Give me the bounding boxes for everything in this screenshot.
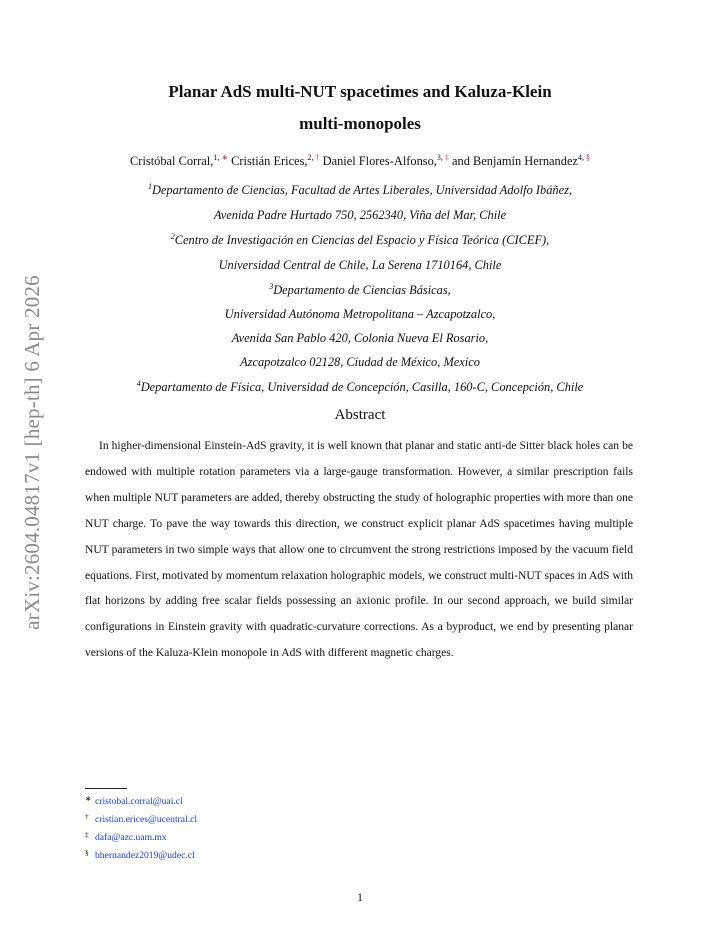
affiliation-line xyxy=(85,183,635,198)
arxiv-identifier-stamp xyxy=(12,262,52,642)
email-link[interactable]: cristobal.corral@uai.cl xyxy=(95,796,183,807)
author-name: Cristián Erices, xyxy=(231,154,308,168)
footnote-link[interactable]: † xyxy=(315,153,320,162)
footnote xyxy=(85,794,183,807)
footnote-symbol: ‡ xyxy=(85,830,89,839)
author-name: and Benjamín Hernandez xyxy=(452,154,578,168)
footnote xyxy=(85,848,195,861)
email-link[interactable]: dafa@azc.uam.mx xyxy=(95,832,167,843)
affiliation-number: 2 xyxy=(170,232,175,241)
footnote xyxy=(85,830,167,843)
affiliation-text: Departamento de Ciencias, Facultad de Artes Liberales, Universidad Adolfo Ibáñez, xyxy=(151,183,573,197)
arxiv-stamp-text: arXiv:2604.04817v1 [hep-th] 6 Apr 2026 xyxy=(19,274,44,630)
footnote-symbol: ∗ xyxy=(85,794,92,803)
affiliation-text: Departamento de Física, Universidad de Concepción, Casilla, 160-C, Concepción, Chile xyxy=(140,380,584,394)
affiliation-line xyxy=(85,258,635,273)
footnote-symbol: † xyxy=(85,812,89,821)
affiliation-number: 4 xyxy=(136,379,141,388)
email-link[interactable]: cristian.erices@ucentral.cl xyxy=(95,814,198,825)
affiliation-text: Avenida San Pablo 420, Colonia Nueva El Rosario, xyxy=(231,331,489,345)
author-name: Daniel Flores-Alfonso, xyxy=(322,154,437,168)
author-affiliation-number: 3, xyxy=(436,153,443,162)
footnote-link[interactable]: ‡ xyxy=(444,153,449,162)
affiliation-text: Universidad Central de Chile, La Serena 1710164, Chile xyxy=(218,258,502,272)
affiliation-line xyxy=(85,331,635,346)
abstract-heading: Abstract xyxy=(334,407,386,423)
footnote-link[interactable]: ∗ xyxy=(221,153,229,162)
affiliation-line xyxy=(85,283,635,298)
author-affiliation-number: 1, xyxy=(213,153,220,162)
affiliation-number: 1 xyxy=(147,182,152,191)
footnote-link[interactable]: § xyxy=(585,153,590,162)
author-affiliation-number: 4, xyxy=(577,153,584,162)
footnote-divider xyxy=(85,788,127,789)
affiliation-text: Departamento de Ciencias Básicas, xyxy=(273,283,451,297)
affiliation-text: Centro de Investigación en Ciencias del Espacio y Física Teórica (CICEF), xyxy=(174,233,550,247)
author-list xyxy=(85,154,635,169)
affiliation-text: Universidad Autónoma Metropolitana – Azcapotzalco, xyxy=(224,307,496,321)
footnote xyxy=(85,812,197,825)
footnote-symbol: § xyxy=(85,848,89,857)
affiliation-line xyxy=(85,233,635,248)
affiliation-line xyxy=(85,380,635,395)
affiliation-line xyxy=(85,355,635,370)
email-link[interactable]: bhernandez2019@udec.cl xyxy=(95,850,195,861)
affiliation-line xyxy=(85,307,635,322)
affiliation-line xyxy=(85,208,635,223)
affiliation-text: Azcapotzalco 02128, Ciudad de México, Mexico xyxy=(240,355,480,369)
author-affiliation-number: 2, xyxy=(307,153,314,162)
affiliation-text: Avenida Padre Hurtado 750, 2562340, Viña del Mar, Chile xyxy=(213,208,507,222)
page-number: 1 xyxy=(357,890,363,904)
paper-title-line-2: multi-monopoles xyxy=(299,114,421,133)
abstract-body: In higher-dimensional Einstein-AdS gravity, it is well known that planar and static anti-de Sitter black holes can be endowed with multiple rotation parameters via a large-gauge transformation. However, a similar prescription fails when multiple NUT parameters are added, thereby obstructing the study of holographic properties with more than one NUT charge. To pave the way towards this direction, we construct explicit planar AdS spacetimes having multiple NUT parameters in two simple ways that allow one to circumvent the strong restrictions imposed by the vacuum field equations. First, motivated by momentum relaxation holographic models, we construct multi-NUT spaces in AdS with flat horizons by adding free scalar fields possessing an axionic profile. In our second approach, we build similar configurations in Einstein gravity with quadratic-curvature corrections. As a byproduct, we end by presenting planar versions of the Kaluza-Klein monopole in AdS with different magnetic charges. xyxy=(85,440,633,660)
author-name: Cristóbal Corral, xyxy=(130,154,214,168)
paper-title-line-1: Planar AdS multi-NUT spacetimes and Kaluza-Klein xyxy=(168,82,552,101)
affiliation-number: 3 xyxy=(269,282,274,291)
